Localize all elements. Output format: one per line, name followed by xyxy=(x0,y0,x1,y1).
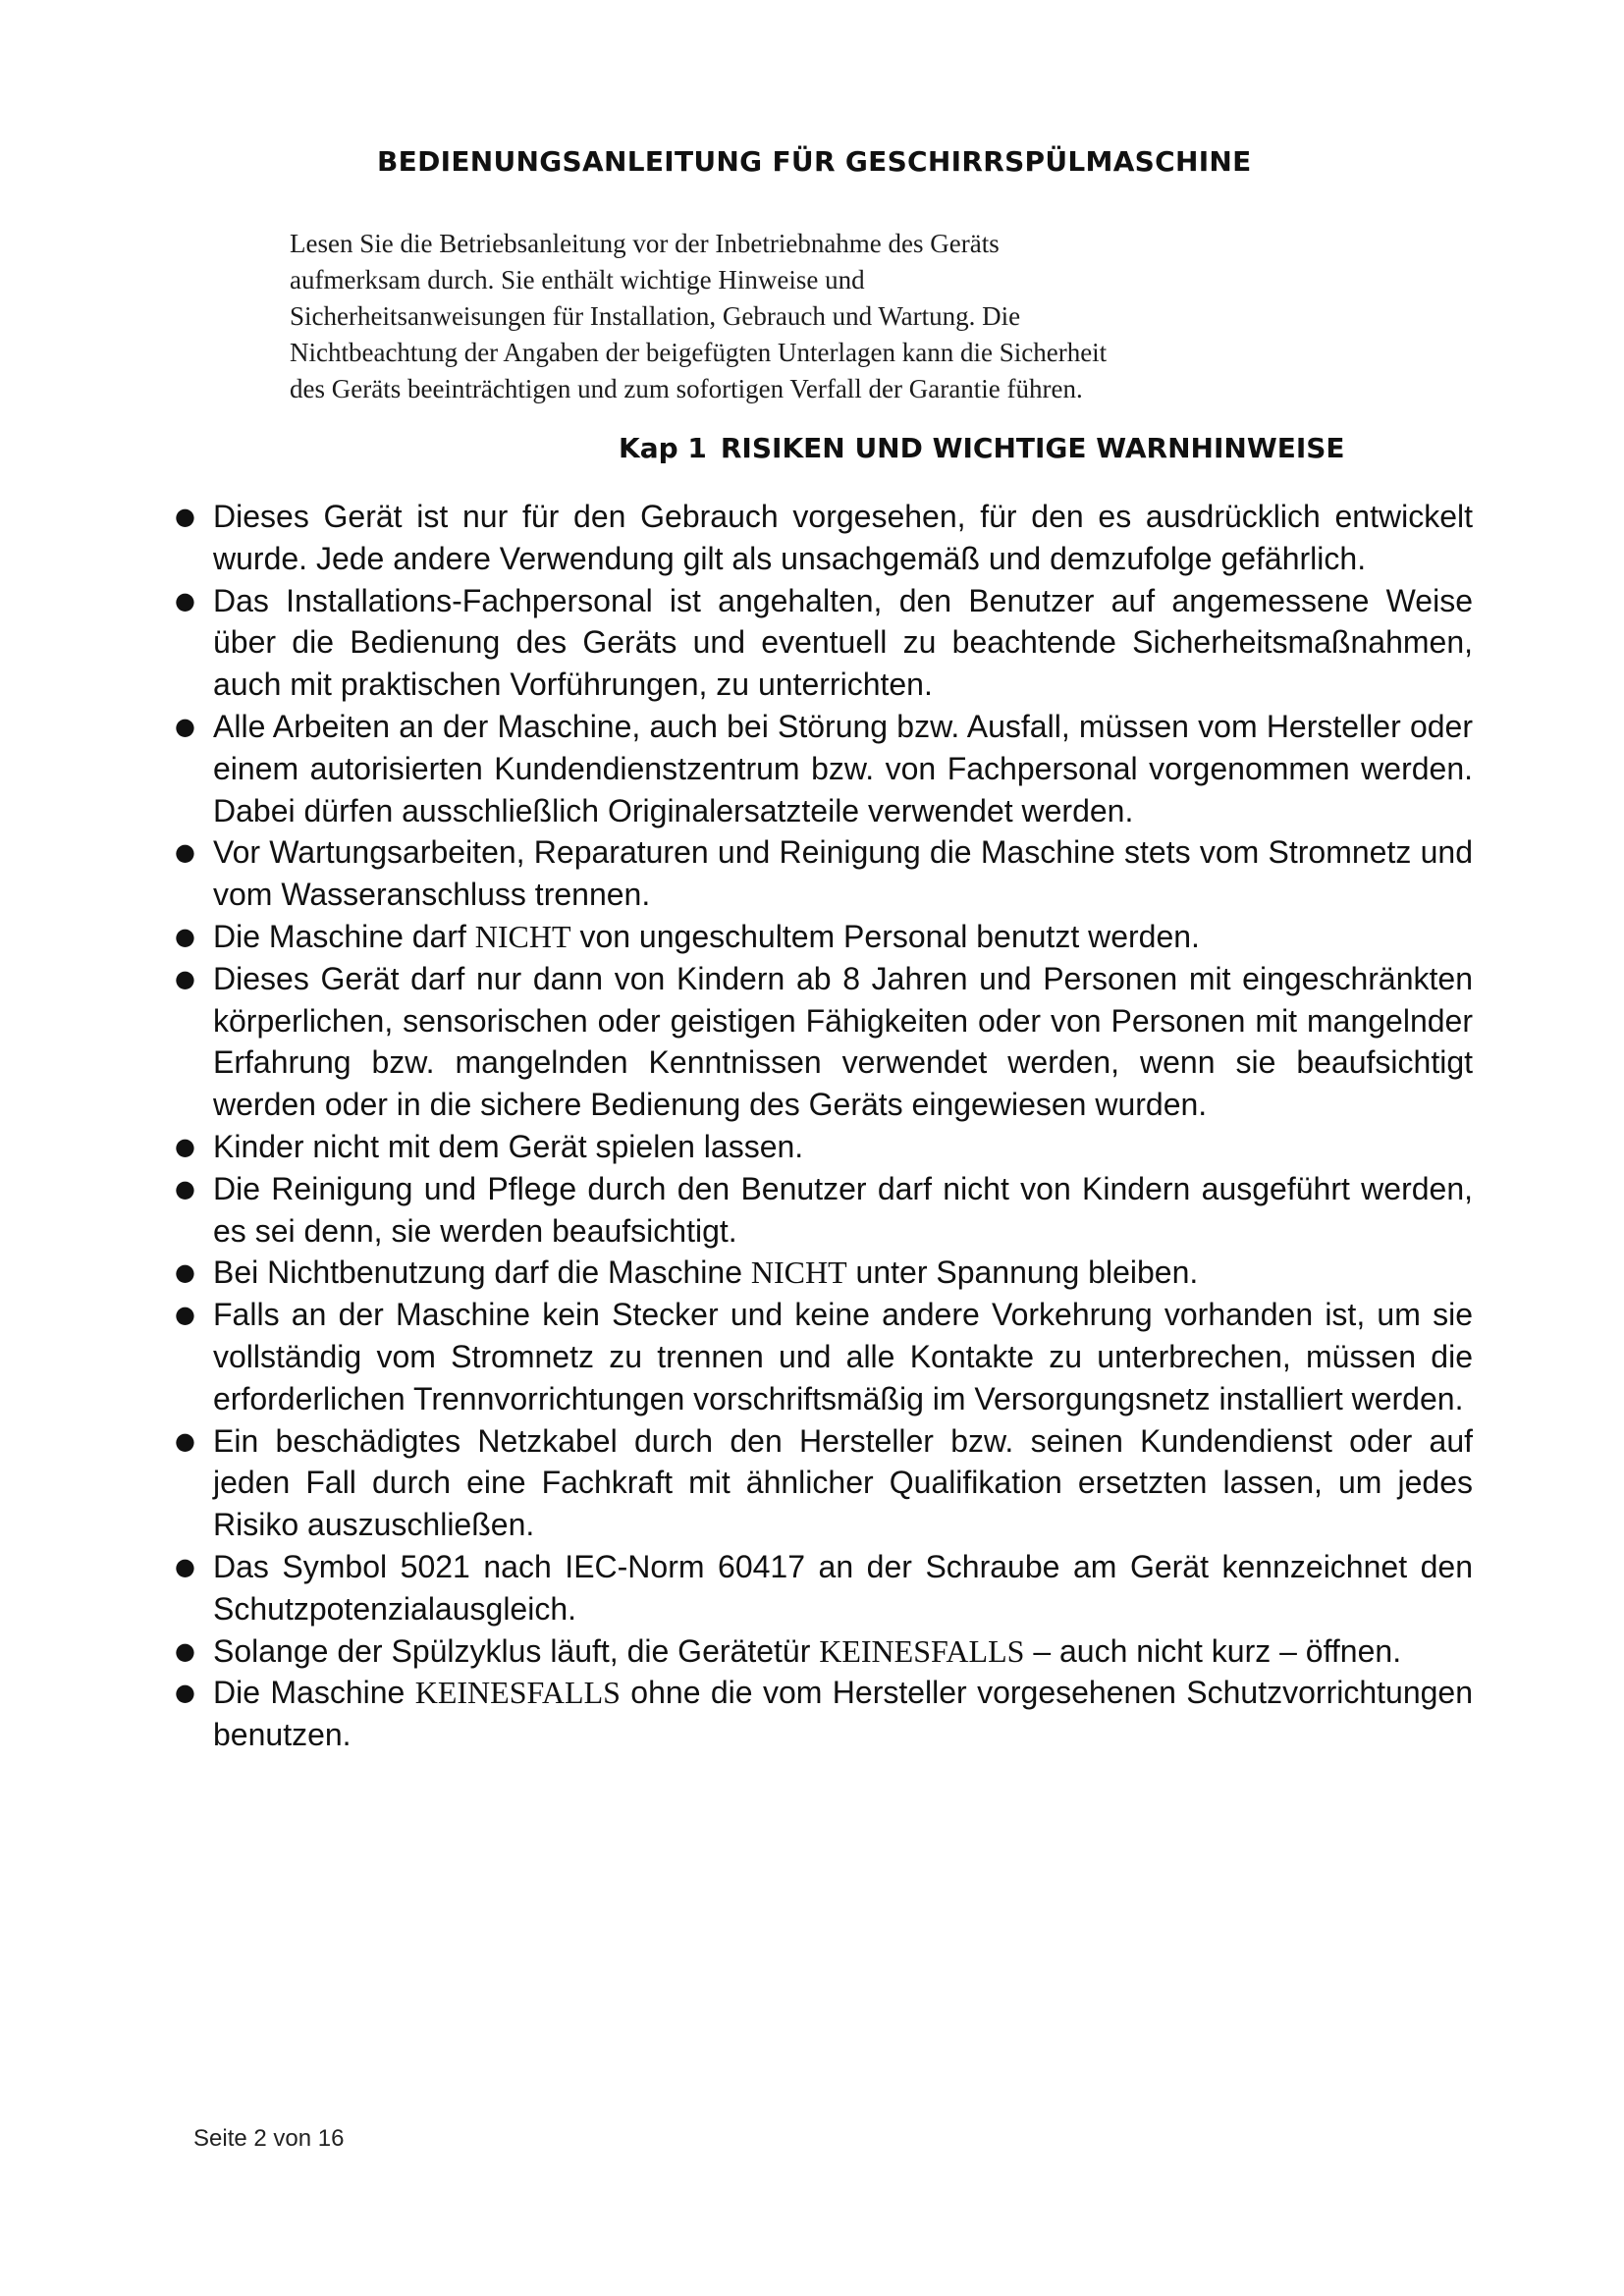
intro-line: Sicherheitsanweisungen für Installation, Gebrauch und Wartung. Die xyxy=(290,301,1021,331)
document-title: BEDIENUNGSANLEITUNG FÜR GESCHIRRSPÜLMASCHINE xyxy=(377,145,1252,178)
intro-line: Nichtbeachtung der Angaben der beigefügten Unterlagen kann die Sicherheit xyxy=(290,338,1108,367)
bullet-icon: ● xyxy=(175,1258,195,1287)
warning-emphasis: NICHT xyxy=(474,918,571,954)
warning-item xyxy=(167,1630,1473,1673)
warning-text: Die Reinigung und Pflege durch den Benutzer darf nicht von Kindern ausgeführt werden, es sei denn, sie werden beaufsichtigt. xyxy=(213,1170,1473,1249)
warning-item xyxy=(167,706,1473,831)
warning-text: Kinder nicht mit dem Gerät spielen lassen. xyxy=(213,1128,804,1164)
warning-text: Das Symbol 5021 nach IEC-Norm 60417 an der Schraube am Gerät kennzeichnet den Schutzpotenzialausgleich. xyxy=(213,1548,1473,1627)
warning-item xyxy=(167,496,1473,580)
bullet-icon: ● xyxy=(175,1552,195,1580)
warning-text: Alle Arbeiten an der Maschine, auch bei Störung bzw. Ausfall, müssen vom Hersteller oder einem autorisierten Kundendienstzentrum bzw. von Fachpersonal vorgenommen werden. Dabei dürfen ausschließlich Originalersatzteile verwendet werden. xyxy=(213,708,1473,828)
intro-line: Lesen Sie die Betriebsanleitung vor der Inbetriebnahme des Geräts xyxy=(290,229,1000,258)
page-number: Seite 2 von 16 xyxy=(193,2125,345,2152)
warning-emphasis: NICHT xyxy=(750,1255,847,1291)
warning-item xyxy=(167,958,1473,1126)
chapter-title: RISIKEN UND WICHTIGE WARNHINWEISE xyxy=(720,432,1345,464)
bullet-icon: ● xyxy=(175,712,195,740)
warning-item xyxy=(167,1252,1473,1294)
bullet-icon: ● xyxy=(175,1174,195,1202)
warning-text: Vor Wartungsarbeiten, Reparaturen und Reinigung die Maschine stets vom Stromnetz und vom Wasseranschluss trennen. xyxy=(213,834,1473,913)
warning-emphasis: KEINESFALLS xyxy=(819,1632,1025,1669)
warning-text: Die Maschine xyxy=(213,1675,415,1711)
bullet-icon: ● xyxy=(175,1132,195,1160)
intro-paragraph xyxy=(290,226,1262,407)
warning-item xyxy=(167,831,1473,916)
warning-item xyxy=(167,580,1473,706)
warning-item xyxy=(167,1168,1473,1253)
warning-item xyxy=(167,1546,1473,1630)
warning-text: Bei Nichtbenutzung darf die Maschine xyxy=(213,1255,751,1291)
bullet-icon: ● xyxy=(175,1679,195,1707)
bullet-icon: ● xyxy=(175,838,195,867)
warning-text: Ein beschädigtes Netzkabel durch den Hersteller bzw. seinen Kundendienst oder auf jeden Fall durch eine Fachkraft mit ähnlicher Qualifikation ersetzten lassen, um jedes Risiko auszuschließen. xyxy=(213,1422,1473,1543)
warning-item xyxy=(167,1294,1473,1419)
bullet-icon: ● xyxy=(175,503,195,530)
warning-text: Solange der Spülzyklus läuft, die Gerätetür xyxy=(213,1632,820,1669)
bullet-icon: ● xyxy=(175,586,195,614)
warning-text: Die Maschine darf xyxy=(213,918,475,954)
warning-emphasis: KEINESFALLS xyxy=(414,1675,621,1711)
warning-item xyxy=(167,1420,1473,1546)
warning-text: unter Spannung bleiben. xyxy=(846,1255,1199,1291)
intro-line: des Geräts beeinträchtigen und zum sofortigen Verfall der Garantie führen. xyxy=(290,374,1083,403)
warning-text: Falls an der Maschine kein Stecker und keine andere Vorkehrung vorhanden ist, um sie vollständig vom Stromnetz zu trennen und alle Kontakte zu unterbrechen, müssen die erforderlichen Trennvorrichtungen vorschriftsmäßig im Versorgungsnetz installiert werden. xyxy=(213,1297,1473,1416)
bullet-icon: ● xyxy=(175,1301,195,1329)
warning-item xyxy=(167,1126,1473,1168)
warning-text: Dieses Gerät darf nur dann von Kindern ab 8 Jahren und Personen mit eingeschränkten körperlichen, sensorischen oder geistigen Fähigkeiten oder von Personen mit mangelnder Erfahrung bzw. mangelnden Kenntnissen verwendet werden, wenn sie beaufsichtigt werden oder in die sichere Bedienung des Geräts eingewiesen wurden. xyxy=(213,960,1473,1123)
intro-line: aufmerksam durch. Sie enthält wichtige Hinweise und xyxy=(290,265,865,294)
warning-text: – auch nicht kurz – öffnen. xyxy=(1024,1632,1402,1669)
warning-item xyxy=(167,916,1473,958)
warning-text: ohne die vom Hersteller vorgesehenen Schutzvorrichtungen benutzen. xyxy=(213,1675,1474,1753)
bullet-icon: ● xyxy=(175,1426,195,1455)
warning-text: Das Installations-Fachpersonal ist angehalten, den Benutzer auf angemessene Weise über die Bedienung des Geräts und eventuell zu beachtende Sicherheitsmaßnahmen, auch mit praktischen Vorführungen, zu unterrichten. xyxy=(213,582,1473,703)
warning-item xyxy=(167,1672,1473,1756)
bullet-icon: ● xyxy=(175,922,195,950)
warning-list xyxy=(167,496,1473,1756)
bullet-icon: ● xyxy=(175,964,195,992)
chapter-number: Kap 1 xyxy=(619,432,707,464)
chapter-heading xyxy=(619,432,1345,464)
bullet-icon: ● xyxy=(175,1636,195,1665)
warning-text: Dieses Gerät ist nur für den Gebrauch vorgesehen, für den es ausdrücklich entwickelt wurde. Jede andere Verwendung gilt als unsachgemäß und demzufolge gefährlich. xyxy=(213,499,1473,576)
warning-text: von ungeschultem Personal benutzt werden. xyxy=(570,918,1200,954)
